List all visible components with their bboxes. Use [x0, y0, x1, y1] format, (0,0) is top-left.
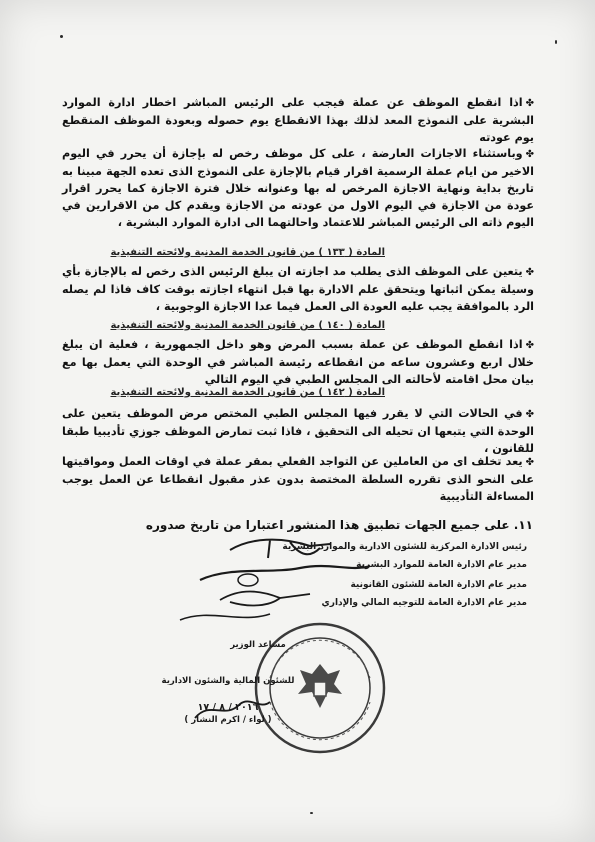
assistant-signature	[185, 690, 275, 730]
paragraph-5: ✤في الحالات التي لا يقرر فيها المجلس الطبي المختص مرض الموظف يتعين على الوحدة التي يتبعها ان تحيله الى التحقيق ، فاذا ثبت تمارض الموظف جوزي تأديبيا طبقا للقانون ،	[62, 407, 534, 455]
signatory-2: مدير عام الادارة العامة للموارد البشرية	[356, 560, 527, 570]
paragraph-1: ✤اذا انقطع الموظف عن عملة فيجب على الرئيس المباشر اخطار ادارة الموارد البشرية على النموذج المعد لذلك بهذا الانقطاع يوم حصوله وبعودة الموظف المنقطع يوم عودته	[62, 96, 534, 144]
bullet-icon: ✤	[525, 149, 534, 160]
signatory-3: مدير عام الادارة العامة للشئون القانونية	[350, 580, 527, 590]
paragraph-2: ✤وباستثناء الاجازات العارضة ، على كل موظف رخص له بإجازة أن يحرر في اليوم الاخير من ايام عملة الرسمية اقرار قيام بالإجازة على النموذج الذى تعده الجهة مبينا به تاريخ بداية ونهاية الاجازة المرخص له بها وعنوانه خلال فترة الاجازة كما يحرر اقرار عودة من الاجازة في اليوم الاول من عودته من الاجازة ويقدم كل من الاقرارين في اليوم ذاته الى الرئيس المباشر للاعتماد واحالتهما الى ادارة الموارد البشرية ،	[62, 147, 534, 229]
scan-speck	[60, 35, 63, 38]
article-ref-142: المادة ( ١٤٢ ) من قانون الخدمة المدنية ولائحته التنفيذية	[110, 387, 385, 398]
bullet-icon: ✤	[525, 98, 534, 109]
final-clause: ١١. على جميع الجهات تطبيق هذا المنشور اعتبارا من تاريخ صدوره	[145, 518, 533, 532]
paragraph-4: ✤اذا انقطع الموظف عن عملة بسبب المرض وهو داخل الجمهورية ، فعلية ان يبلغ خلال اربع وعشرون ساعه من انقطاعه رئيسة المباشر في الوحدة التي يعمل بها مع بيان محل اقامته لأحالته الى المجلس الطبي في اليوم التالي	[62, 338, 534, 386]
assistant-name: ( لواء / اكرم النشار )	[184, 715, 272, 725]
scan-speck	[310, 812, 313, 814]
signatory-4: مدير عام الادارة العامة للتوجيه المالي والإداري	[321, 598, 527, 608]
article-ref-133: المادة ( ١٣٣ ) من قانون الخدمة المدنية ولائحته التنفيذية	[110, 247, 385, 258]
bullet-icon: ✤	[525, 457, 534, 468]
assistant-date: ٢٠١٦ / ٨ / ١٧	[197, 702, 259, 713]
bullet-icon: ✤	[525, 409, 534, 420]
paragraph-6: ✤يعد تخلف اى من العاملين عن التواجد الفعلي بمقر عملة في اوقات العمل ومواقيتها على النحو الذى تقرره السلطة المختصة بدون عذر مقبول انقطاعا عن العمل يوجب المساءلة التأديبية	[62, 455, 534, 503]
scan-speck	[555, 40, 557, 44]
assistant-title: مساعد الوزير	[230, 640, 286, 650]
paragraph-3: ✤يتعين على الموظف الذى يطلب مد اجازته ان يبلغ الرئيس الذى رخص له بالإجازة بأي وسيلة يمكن اثباتها ويتحقق علم الادارة بها قبل انتهاء اجازته بوقت كاف فاذا لم يصله الرد بالموافقة يجب عليه العودة الى العمل فيما عدا الاجازة الوجوبية ،	[62, 265, 534, 313]
assistant-portfolio: للشئون المالية والشئون الادارية	[161, 676, 295, 686]
article-ref-140: المادة ( ١٤٠ ) من قانون الخدمة المدنية ولائحته التنفيذية	[110, 320, 385, 331]
bullet-icon: ✤	[525, 340, 534, 351]
bullet-icon: ✤	[525, 267, 534, 278]
signatory-1: رئيس الادارة المركزية للشئون الادارية والموارد البشرية	[282, 542, 527, 552]
